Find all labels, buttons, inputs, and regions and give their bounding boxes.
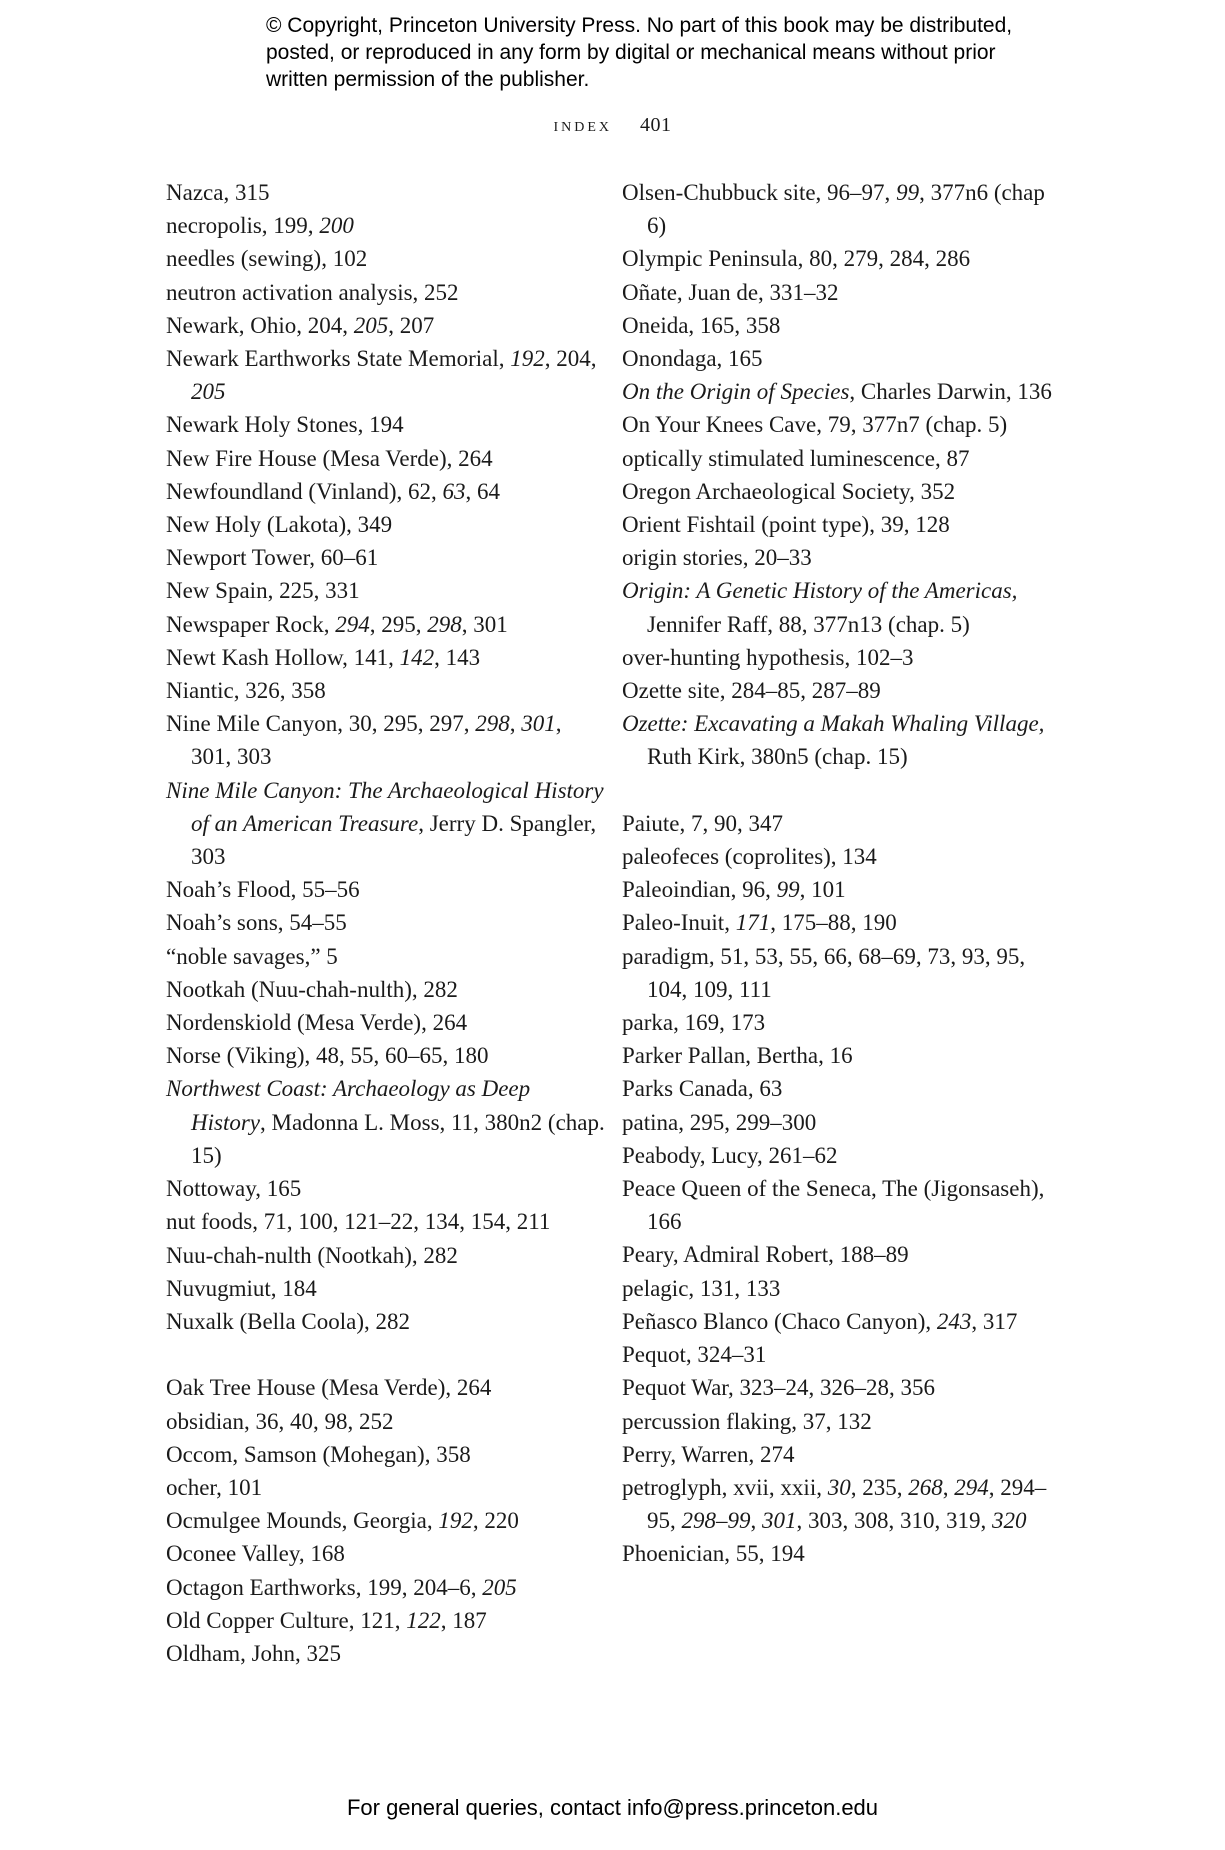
- index-entry-italic-text: 294: [954, 1474, 989, 1500]
- index-entry: [622, 475, 1062, 508]
- index-entry-text: Nottoway, 165: [166, 1176, 302, 1202]
- index-entry-text: obsidian, 36, 40, 98, 252: [166, 1408, 394, 1434]
- index-entry-italic-text: 301: [762, 1508, 797, 1534]
- index-entry-text: Pequot War, 323–24, 326–28, 356: [622, 1375, 936, 1401]
- index-entry-italic-text: 205: [353, 312, 389, 338]
- index-entry-text: Paleo-Inuit,: [622, 910, 736, 936]
- index-entry: [166, 973, 606, 1006]
- index-entry: [166, 1272, 606, 1305]
- index-entry-text: , 101: [799, 877, 846, 903]
- index-entry: [166, 1371, 606, 1404]
- index-entry-text: Newark Holy Stones, 194: [166, 412, 404, 438]
- copyright-notice: © Copyright, Princeton University Press. No part of this book may be distributed, posted, or reproduced in any form by digital or mechanical means without prior written permission of the publisher.: [266, 14, 1013, 91]
- index-entry: [166, 1305, 606, 1338]
- index-entry-text: Pequot, 324–31: [622, 1342, 767, 1368]
- index-entry-italic-text: Nine Mile Canyon: The Archaeological History of an American Treasure: [166, 777, 604, 836]
- index-entry-text: Oñate, Juan de, 331–32: [622, 279, 839, 305]
- index-entry: [622, 674, 1062, 707]
- index-entry-text: Oldham, John, 325: [166, 1640, 342, 1666]
- index-entry-text: Nootkah (Nuu-chah-nulth), 282: [166, 976, 458, 1002]
- index-entry-italic-text: 298: [475, 711, 510, 737]
- index-entry: [166, 1006, 606, 1039]
- index-entry: [622, 1006, 1062, 1039]
- index-entry: [622, 1039, 1062, 1072]
- index-entry: [622, 1139, 1062, 1172]
- index-entry-text: Oneida, 165, 358: [622, 312, 781, 338]
- index-entry-text: Newark, Ohio, 204,: [166, 312, 354, 338]
- index-entry-italic-text: Northwest Coast: Archaeology as Deep History: [166, 1076, 531, 1135]
- index-entry-text: Peary, Admiral Robert, 188–89: [622, 1242, 909, 1268]
- index-entry-italic-text: Ozette: Excavating a Makah Whaling Village,: [622, 711, 1045, 737]
- index-entry: [166, 442, 606, 475]
- index-entry-text: Oregon Archaeological Society, 352: [622, 478, 956, 504]
- index-entry: [622, 309, 1062, 342]
- index-entry-text: Oak Tree House (Mesa Verde), 264: [166, 1375, 492, 1401]
- index-entry-text: Nuu-chah-nulth (Nootkah), 282: [166, 1242, 458, 1268]
- index-entry: [166, 1205, 606, 1238]
- index-entry-text: Nazca, 315: [166, 180, 270, 205]
- index-entry-text: Newspaper Rock,: [166, 611, 336, 637]
- index-entry-text: petroglyph, xvii, xxii,: [622, 1474, 828, 1500]
- index-entry-text: New Fire House (Mesa Verde), 264: [166, 445, 493, 471]
- index-entry: [166, 1471, 606, 1504]
- index-column-right: [622, 176, 1062, 1571]
- index-entry: [166, 1537, 606, 1570]
- index-entry: [622, 1471, 1062, 1537]
- index-entry: [622, 1438, 1062, 1471]
- index-entry-text: Newfoundland (Vinland), 62,: [166, 478, 443, 504]
- index-entry-text: , Charles Darwin, 136: [849, 379, 1052, 405]
- index-entry-italic-text: 298: [427, 611, 462, 637]
- index-entry-text: , 207: [388, 312, 435, 338]
- index-entry-italic-text: 294: [335, 611, 370, 637]
- index-entry-text: Perry, Warren, 274: [622, 1441, 795, 1467]
- index-entry-text: Onondaga, 165: [622, 346, 763, 372]
- index-entry: [166, 1438, 606, 1471]
- index-entry: [622, 1106, 1062, 1139]
- index-entry-italic-text: 268: [908, 1474, 943, 1500]
- index-entry: [166, 1571, 606, 1604]
- index-entry: [166, 176, 606, 209]
- index-entry: [622, 1238, 1062, 1271]
- index-column-left: [166, 176, 606, 1670]
- index-entry-text: , 235,: [850, 1474, 909, 1500]
- index-entry-text: , 204,: [544, 346, 597, 372]
- index-entry-text: Newark Earthworks State Memorial,: [166, 346, 511, 372]
- index-entry-text: Paiute, 7, 90, 347: [622, 810, 783, 836]
- index-entry: [622, 1172, 1062, 1238]
- index-entry: [166, 574, 606, 607]
- index-entry-text: On Your Knees Cave, 79, 377n7 (chap. 5): [622, 412, 1008, 438]
- index-entry-text: , 187: [440, 1607, 487, 1633]
- index-entry: [166, 1504, 606, 1537]
- index-entry-text: Phoenician, 55, 194: [622, 1541, 805, 1567]
- index-entry-italic-text: 171: [735, 910, 771, 936]
- index-entry-italic-text: 192: [510, 346, 545, 372]
- index-entry-text: , 64: [465, 478, 500, 504]
- index-entry: [166, 707, 606, 773]
- index-entry-text: Olsen-Chubbuck site, 96–97,: [622, 180, 897, 205]
- index-entry: [166, 674, 606, 707]
- index-entry-text: Peace Queen of the Seneca, The (Jigonsaseh), 166: [622, 1176, 1045, 1235]
- running-head: [0, 114, 1225, 137]
- index-entry-text: Octagon Earthworks, 199, 204–6,: [166, 1574, 483, 1600]
- index-entry: [166, 475, 606, 508]
- index-entry: [166, 774, 606, 874]
- index-entry-text: Parks Canada, 63: [622, 1076, 783, 1102]
- index-entry: [166, 1172, 606, 1205]
- index-entry: [166, 1039, 606, 1072]
- index-entry: [166, 508, 606, 541]
- index-entry-text: Orient Fishtail (point type), 39, 128: [622, 512, 950, 538]
- index-entry-text: “noble savages,” 5: [166, 943, 338, 969]
- index-entry: [622, 508, 1062, 541]
- index-entry: [622, 442, 1062, 475]
- index-entry-text: , 301: [461, 611, 508, 637]
- index-entry: [166, 342, 606, 408]
- index-entry-text: Peñasco Blanco (Chaco Canyon),: [622, 1308, 937, 1334]
- index-entry: [622, 1405, 1062, 1438]
- index-entry-text: Nuvugmiut, 184: [166, 1275, 317, 1301]
- index-entry: [622, 375, 1062, 408]
- index-entry: [622, 1072, 1062, 1105]
- index-entry: [166, 1637, 606, 1670]
- index-entry-italic-text: 99: [776, 877, 800, 903]
- index-entry-italic-text: 298–99: [681, 1508, 751, 1534]
- index-entry: [622, 840, 1062, 873]
- index-entry-text: over-hunting hypothesis, 102–3: [622, 644, 914, 670]
- index-entry: [166, 608, 606, 641]
- index-entry: [166, 1239, 606, 1272]
- index-entry: [622, 276, 1062, 309]
- index-entry-text: origin stories, 20–33: [622, 545, 812, 571]
- index-entry: [166, 1604, 606, 1637]
- index-entry-text: neutron activation analysis, 252: [166, 279, 459, 305]
- index-entry-text: , 175–88, 190: [770, 910, 897, 936]
- index-entry: [622, 541, 1062, 574]
- index-entry: [622, 574, 1062, 640]
- index-entry: [622, 1305, 1062, 1338]
- index-entry-italic-text: 200: [319, 213, 354, 239]
- index-entry-text: , 143: [434, 644, 481, 670]
- footer-contact: For general queries, contact info@press.princeton.edu: [346, 1795, 879, 1820]
- index-entry-text: Noah’s sons, 54–55: [166, 910, 347, 936]
- index-entry: [166, 641, 606, 674]
- index-entry-text: , 377n6 (chap 6): [647, 180, 1045, 239]
- index-entry-text: New Spain, 225, 331: [166, 578, 360, 604]
- index-entry-text: Nuxalk (Bella Coola), 282: [166, 1308, 411, 1334]
- index-entry-text: , 294–95,: [647, 1474, 1047, 1534]
- index-entry-text: Newport Tower, 60–61: [166, 545, 379, 571]
- index-entry-text: needles (sewing), 102: [166, 246, 368, 272]
- index-entry-text: Noah’s Flood, 55–56: [166, 877, 360, 903]
- index-entry-text: ,: [942, 1474, 955, 1500]
- index-entry-text: Peabody, Lucy, 261–62: [622, 1142, 838, 1168]
- index-entry: [166, 408, 606, 441]
- index-entry-italic-text: Origin: A Genetic History of the Americas,: [622, 578, 1018, 604]
- index-entry: [622, 906, 1062, 939]
- index-entry-text: Old Copper Culture, 121,: [166, 1607, 407, 1633]
- index-entry-italic-text: 30: [827, 1474, 851, 1500]
- index-entry: [166, 242, 606, 275]
- index-entry-text: ,: [509, 711, 522, 737]
- index-entry: [622, 1338, 1062, 1371]
- index-entry-italic-text: 205: [482, 1574, 517, 1600]
- index-entry: [166, 209, 606, 242]
- running-head-title: index: [553, 114, 613, 136]
- index-entry: [622, 1371, 1062, 1404]
- index-entry-text: Ruth Kirk, 380n5 (chap. 15): [647, 744, 908, 770]
- index-entry-text: Nine Mile Canyon, 30, 295, 297,: [166, 711, 476, 737]
- index-entry-text: Olympic Peninsula, 80, 279, 284, 286: [622, 246, 971, 272]
- index-entry-text: parka, 169, 173: [622, 1010, 766, 1036]
- index-entry-text: Jennifer Raff, 88, 377n13 (chap. 5): [647, 611, 970, 637]
- index-entry: [166, 1072, 606, 1172]
- index-entry-text: Oconee Valley, 168: [166, 1541, 345, 1567]
- index-entry: [166, 1405, 606, 1438]
- index-entry: [166, 276, 606, 309]
- index-entry-text: percussion flaking, 37, 132: [622, 1408, 872, 1434]
- index-entry-italic-text: 205: [191, 379, 226, 405]
- index-entry-text: , 317: [971, 1308, 1018, 1334]
- index-entry: [622, 342, 1062, 375]
- index-entry: [622, 807, 1062, 840]
- index-entry-text: ocher, 101: [166, 1474, 263, 1500]
- letter-group-gap: [166, 1338, 606, 1371]
- index-entry-italic-text: On the Origin of Species: [622, 379, 850, 405]
- index-entry-text: necropolis, 199,: [166, 213, 320, 239]
- index-entry: [622, 641, 1062, 674]
- index-entry: [622, 940, 1062, 1006]
- index-entry-text: Newt Kash Hollow, 141,: [166, 644, 400, 670]
- index-entry-text: pelagic, 131, 133: [622, 1275, 781, 1301]
- index-entry-text: Ozette site, 284–85, 287–89: [622, 678, 881, 704]
- index-entry-italic-text: 122: [406, 1607, 441, 1633]
- index-entry: [166, 940, 606, 973]
- index-entry-text: , Madonna L. Moss, 11, 380n2 (chap. 15): [191, 1109, 605, 1168]
- index-entry-text: , 301, 303: [191, 711, 562, 770]
- index-entry-text: Paleoindian, 96,: [622, 877, 777, 903]
- index-entry-italic-text: 142: [399, 644, 435, 670]
- index-entry-text: paleofeces (coprolites), 134: [622, 844, 877, 870]
- index-entry: [622, 873, 1062, 906]
- index-entry: [166, 309, 606, 342]
- index-entry-text: , 295,: [369, 611, 428, 637]
- index-entry: [622, 176, 1062, 242]
- index-entry: [622, 1537, 1062, 1570]
- index-entry-text: , 303, 308, 310, 319,: [796, 1508, 992, 1534]
- index-entry-text: optically stimulated luminescence, 87: [622, 445, 970, 471]
- index-entry-text: nut foods, 71, 100, 121–22, 134, 154, 211: [166, 1209, 551, 1235]
- index-entry-italic-text: 192: [438, 1508, 473, 1534]
- index-entry: [622, 1272, 1062, 1305]
- index-entry-text: , Jerry D. Spangler, 303: [191, 810, 597, 870]
- index-entry-text: Occom, Samson (Mohegan), 358: [166, 1441, 471, 1467]
- page-number: 401: [640, 114, 672, 136]
- index-entry-text: Parker Pallan, Bertha, 16: [622, 1043, 853, 1069]
- index-entry: [622, 242, 1062, 275]
- index-entry: [622, 408, 1062, 441]
- index-entry-italic-text: 320: [992, 1508, 1027, 1534]
- index-entry: [166, 906, 606, 939]
- index-entry-text: New Holy (Lakota), 349: [166, 512, 393, 538]
- index-entry: [166, 873, 606, 906]
- index-entry-text: Nordenskiold (Mesa Verde), 264: [166, 1010, 468, 1036]
- index-entry-text: patina, 295, 299–300: [622, 1109, 817, 1135]
- index-entry: [622, 707, 1062, 773]
- index-entry-italic-text: 99: [896, 180, 920, 205]
- index-entry-italic-text: 63: [442, 478, 466, 504]
- letter-group-gap: [622, 774, 1062, 807]
- index-entry-text: , 220: [472, 1508, 519, 1534]
- index-entry-text: Norse (Viking), 48, 55, 60–65, 180: [166, 1043, 489, 1069]
- index-entry-text: paradigm, 51, 53, 55, 66, 68–69, 73, 93, 95, 104, 109, 111: [622, 943, 1026, 1002]
- index-entry-text: ,: [750, 1508, 762, 1534]
- index-entry-italic-text: 243: [936, 1308, 972, 1334]
- index-entry-italic-text: 301: [521, 711, 556, 737]
- index-entry-text: Ocmulgee Mounds, Georgia,: [166, 1508, 439, 1534]
- index-entry: [166, 541, 606, 574]
- index-entry-text: Niantic, 326, 358: [166, 678, 326, 704]
